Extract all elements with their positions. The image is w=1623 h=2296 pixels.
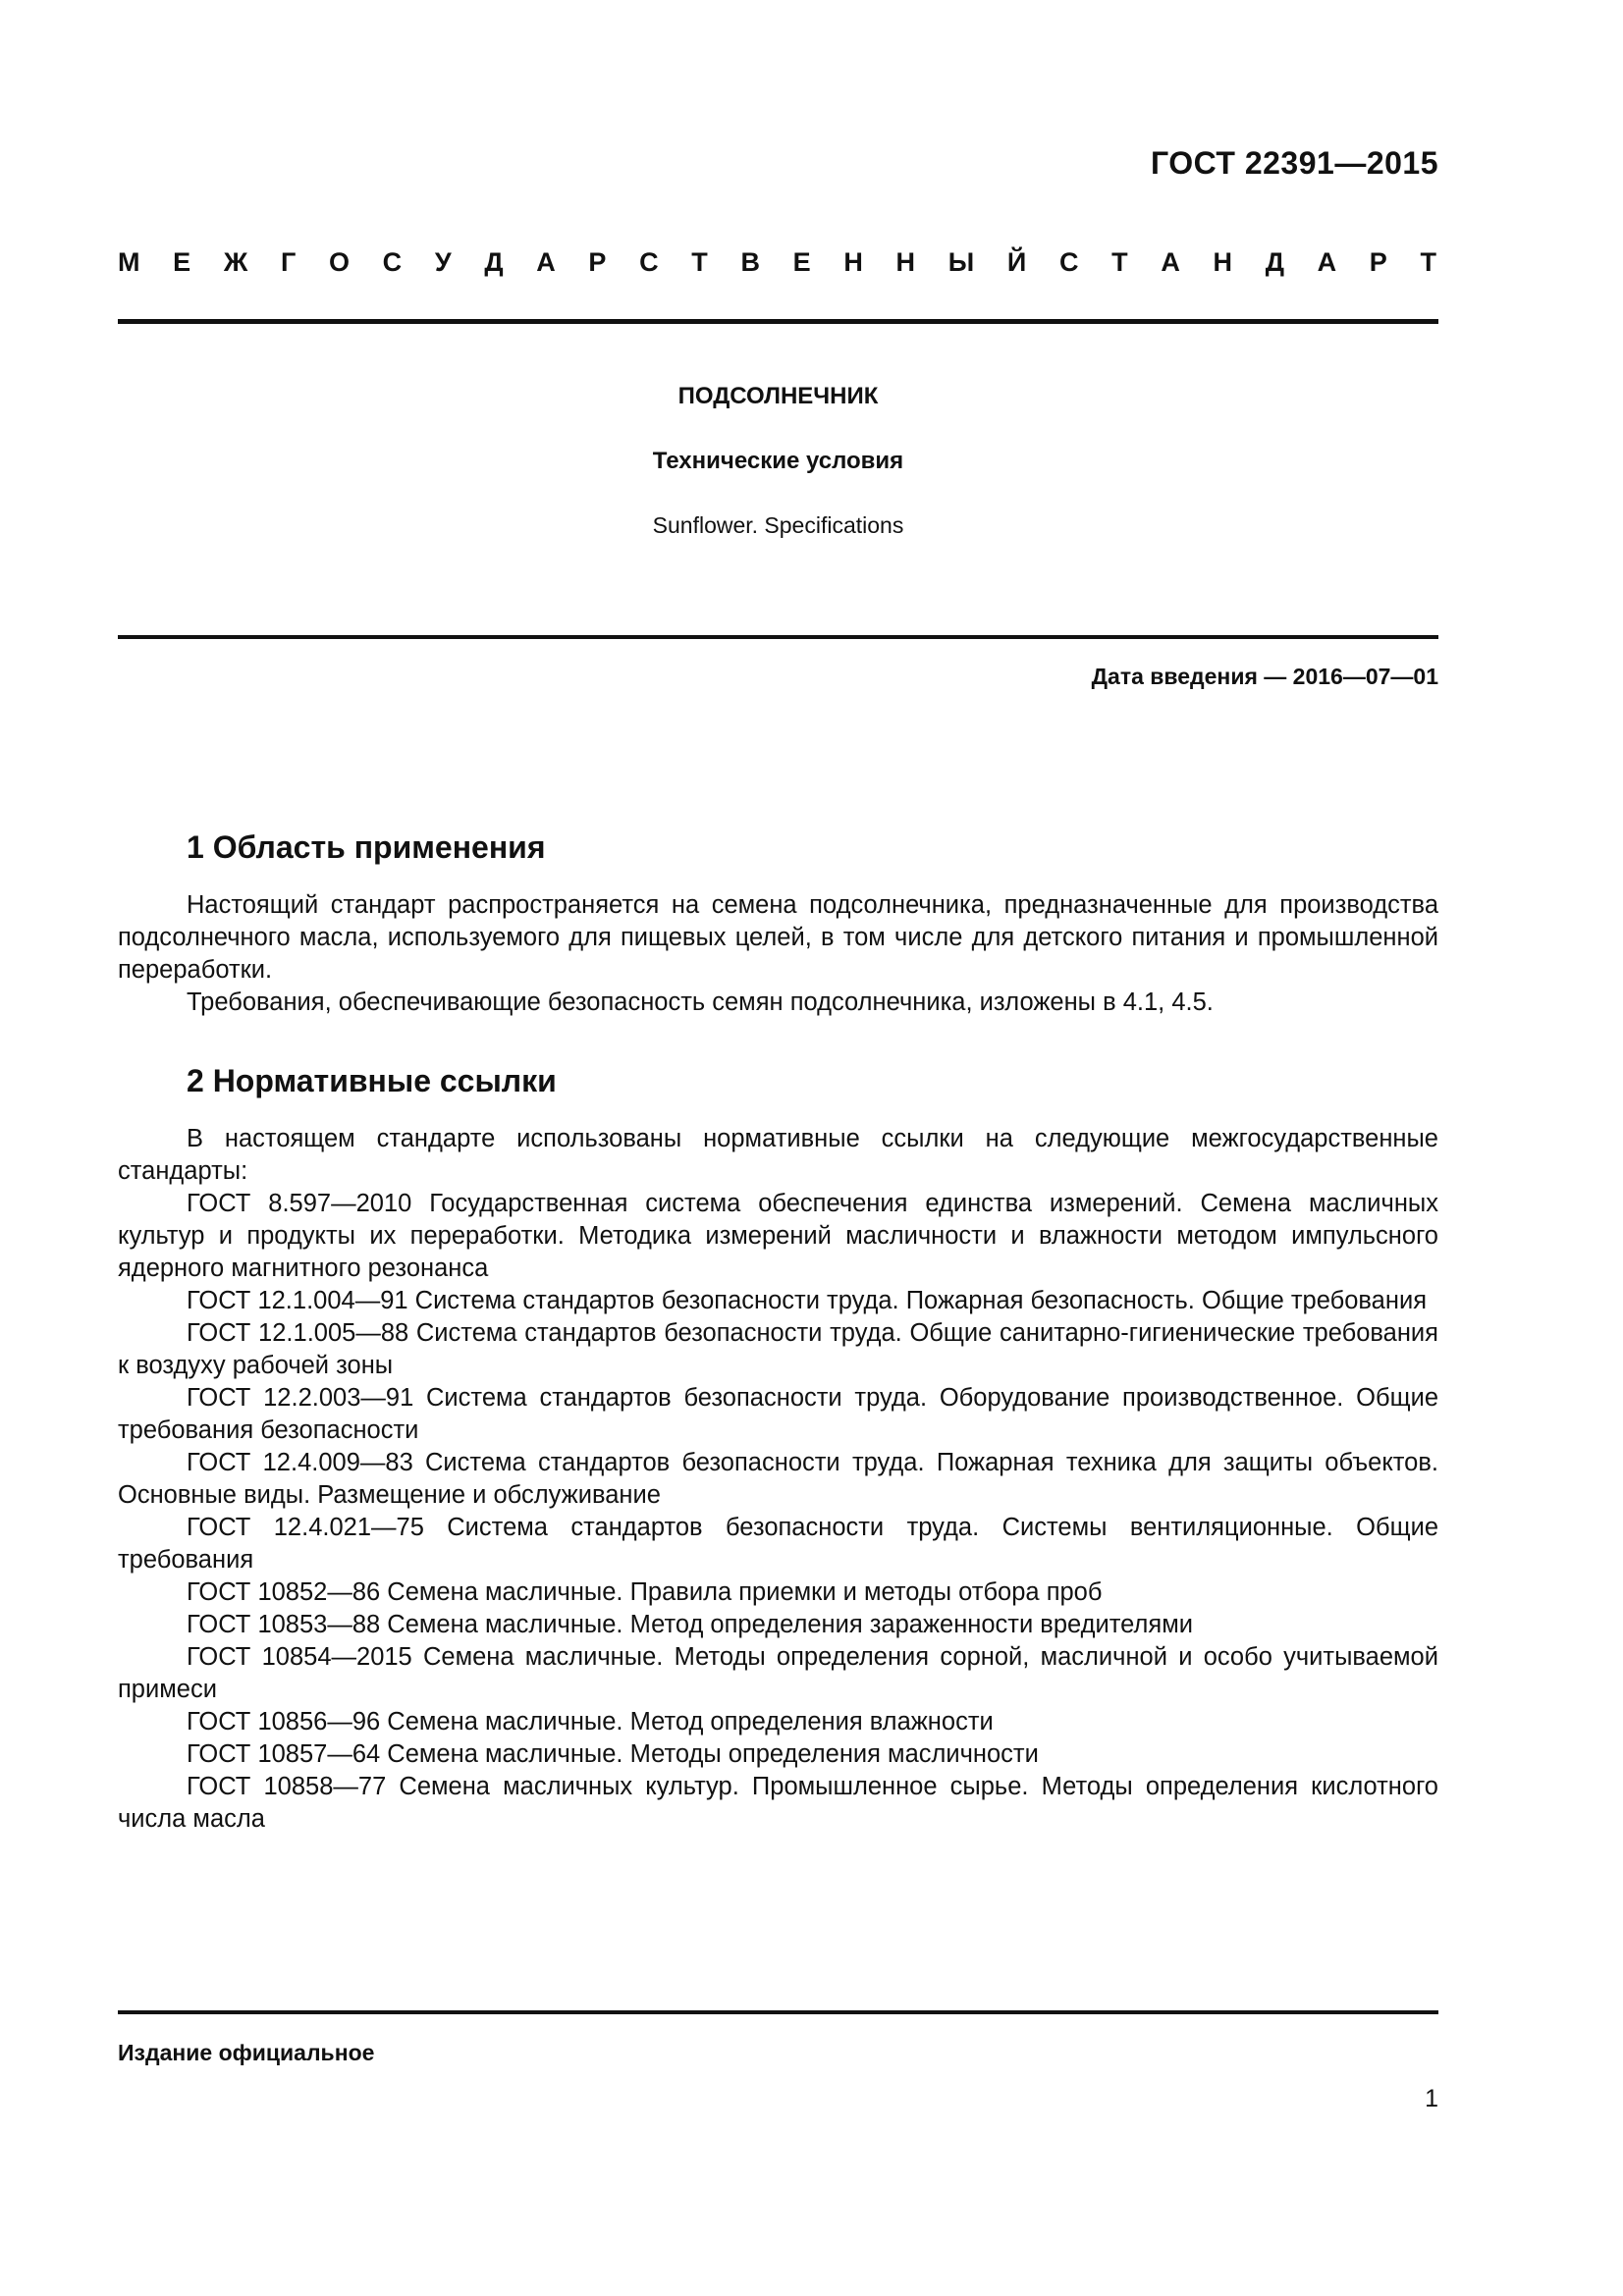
section-1-body [118,889,1438,1019]
reference-item: ГОСТ 12.1.005—88 Система стандартов безопасности труда. Общие санитарно-гигиенические требования к воздуху рабочей зоны [118,1319,1438,1379]
reference-item: ГОСТ 10858—77 Семена масличных культур. Промышленное сырье. Методы определения кислотного числа масла [118,1773,1438,1833]
document-number: ГОСТ 22391—2015 [1150,145,1438,181]
document-english-title: Sunflower. Specifications [652,512,904,538]
section-2-intro: В настоящем стандарте использованы нормативные ссылки на следующие межгосударственные стандарты: [118,1125,1438,1185]
reference-item: ГОСТ 8.597—2010 Государственная система обеспечения единства измерений. Семена масличных культур и продукты их переработки. Методика измерений масличности и влажности методом импульсного ядерного магнитного резонанса [118,1190,1438,1282]
footer-divider [118,2010,1438,2014]
reference-item: ГОСТ 10853—88 Семена масличные. Метод определения зараженности вредителями [187,1611,1193,1638]
reference-item: ГОСТ 10857—64 Семена масличные. Методы определения масличности [187,1740,1039,1768]
introduction-date: Дата введения — 2016—07—01 [1091,664,1438,689]
standard-type: М Е Ж Г О С У Д А Р С Т В Е Н Н Ы Й С Т А Н Д А Р Т [118,247,1438,277]
document-subtitle: Технические условия [652,448,904,474]
document-title: ПОДСОЛНЕЧНИК [677,383,879,409]
header-divider [118,319,1438,324]
reference-item: ГОСТ 10854—2015 Семена масличные. Методы определения сорной, масличной и особо учитываемой примеси [118,1643,1438,1703]
reference-item: ГОСТ 12.4.021—75 Система стандартов безопасности труда. Системы вентиляционные. Общие требования [118,1514,1438,1574]
section-1-heading: 1 Область применения [187,829,546,865]
edition-note: Издание официальное [118,2040,375,2065]
reference-item: ГОСТ 12.1.004—91 Система стандартов безопасности труда. Пожарная безопасность. Общие требования [187,1287,1427,1314]
page-number: 1 [1425,2085,1438,2112]
reference-item: ГОСТ 12.4.009—83 Система стандартов безопасности труда. Пожарная техника для защиты объектов. Основные виды. Размещение и обслуживание [118,1449,1438,1509]
section-2-body [118,1123,1438,1836]
reference-item: ГОСТ 10856—96 Семена масличные. Метод определения влажности [187,1708,994,1735]
reference-item: ГОСТ 12.2.003—91 Система стандартов безопасности труда. Оборудование производственное. Общие требования безопасности [118,1384,1438,1444]
section-1-paragraph: Требования, обеспечивающие безопасность семян подсолнечника, изложены в 4.1, 4.5. [187,988,1214,1016]
section-1-paragraph: Настоящий стандарт распространяется на семена подсолнечника, предназначенные для производства подсолнечного масла, используемого для пищевых целей, в том числе для детского питания и промышленной переработки. [118,891,1438,984]
section-2-heading: 2 Нормативные ссылки [187,1063,557,1098]
reference-item: ГОСТ 10852—86 Семена масличные. Правила приемки и методы отбора проб [187,1578,1103,1606]
title-divider [118,635,1438,639]
